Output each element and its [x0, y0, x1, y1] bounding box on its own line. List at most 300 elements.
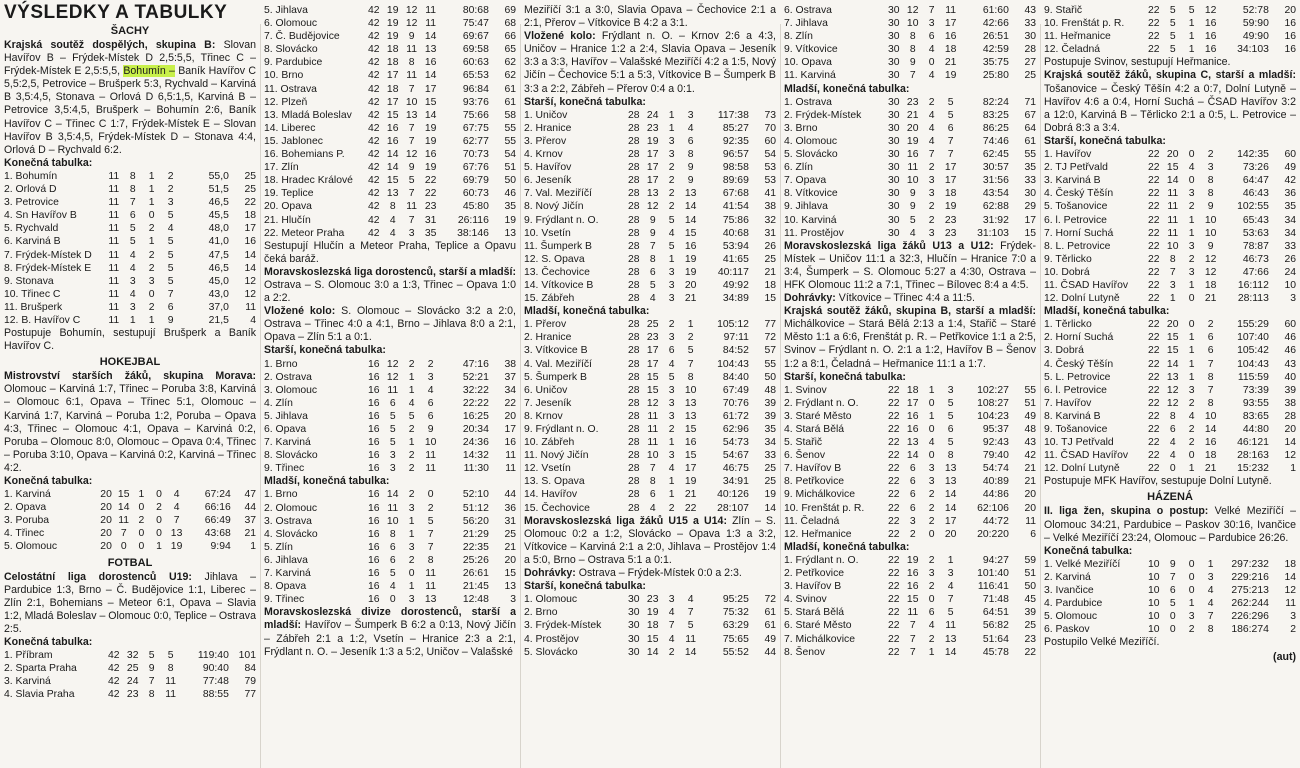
stat-cell: 3: [389, 463, 396, 475]
stat-cell: 0: [1188, 293, 1195, 305]
points-cell: 29: [1024, 201, 1036, 213]
table-row: [784, 515, 1036, 528]
table-row: [1044, 240, 1296, 253]
table-row: [1044, 449, 1296, 462]
stat-cell: 12: [386, 371, 399, 383]
points-cell: 37: [244, 515, 256, 527]
stat-cell: 28: [627, 384, 640, 396]
points-cell: 10: [1284, 279, 1296, 291]
table-row: [784, 475, 1036, 488]
stat-cell: 1: [408, 581, 415, 593]
team-name: 11. Šumperk B: [524, 240, 592, 252]
team-name: 18. Hradec Králové: [264, 175, 353, 187]
score-cell: 42:66: [982, 18, 1009, 30]
stat-cell: 14: [906, 450, 919, 462]
stat-cell: 20: [906, 122, 919, 134]
points-cell: 35: [764, 424, 776, 435]
stat-cell: 4: [928, 437, 935, 449]
stat-cell: 16: [367, 424, 380, 435]
stat-cell: 11: [1167, 214, 1179, 226]
stat-cell: 1: [687, 319, 694, 331]
column-2: [264, 0, 516, 768]
table-title: Mladší, konečná tabulka:: [1044, 305, 1170, 318]
stat-cell: 7: [408, 83, 415, 95]
stat-cell: 22: [887, 554, 900, 566]
stat-cell: 42: [367, 83, 380, 95]
stat-cell: 10: [386, 515, 399, 527]
score-cell: 46:75: [722, 463, 749, 475]
table-row: [784, 214, 1036, 227]
table-row: [784, 528, 1036, 541]
stat-cell: 9: [649, 227, 656, 239]
standings-table: [524, 318, 776, 514]
table-row: [784, 135, 1036, 148]
stat-cell: 3: [408, 502, 415, 514]
stat-cell: 8: [687, 149, 694, 161]
team-name: 12. Dolní Lutyně: [1044, 463, 1120, 475]
table-row: [1044, 4, 1296, 17]
points-cell: 62: [504, 70, 516, 82]
points-cell: 25: [244, 184, 256, 196]
stat-cell: 42: [367, 5, 380, 16]
stat-cell: 3: [408, 594, 415, 606]
points-cell: 22: [244, 197, 256, 209]
points-cell: 3: [1290, 611, 1296, 623]
score-cell: 40:117: [717, 266, 749, 278]
points-cell: 53: [764, 175, 776, 187]
table-row: [784, 174, 1036, 187]
score-cell: 64:47: [1242, 175, 1269, 187]
points-cell: 72: [764, 332, 776, 344]
table-row: [524, 423, 776, 436]
table-row: [1044, 623, 1296, 636]
table-row: [524, 253, 776, 266]
stat-cell: 5: [687, 620, 694, 632]
table-row: [524, 148, 776, 161]
points-cell: 51: [504, 162, 516, 174]
points-cell: 39: [1024, 607, 1036, 619]
score-cell: 73:39: [1242, 384, 1269, 396]
stat-cell: 2: [1188, 437, 1195, 449]
stat-cell: 6: [909, 489, 916, 501]
standings-table: [264, 488, 516, 606]
points-cell: 25: [1024, 620, 1036, 632]
team-name: 8. L. Petrovice: [1044, 240, 1111, 252]
score-cell: 34:103: [1237, 44, 1269, 56]
stat-cell: 8: [1169, 410, 1176, 422]
stat-cell: 16: [367, 541, 380, 553]
team-name: 8. Slovácko: [264, 44, 318, 56]
stat-cell: 1: [1188, 31, 1195, 43]
points-cell: 1: [1290, 463, 1296, 475]
stat-cell: 16: [367, 489, 380, 501]
stat-cell: 19: [424, 122, 437, 134]
table-row: [784, 593, 1036, 606]
table-row: [264, 397, 516, 410]
stat-cell: 28: [627, 227, 640, 239]
msl-u13-results: Moravskoslezská liga žáků U13 a U12: Frýdek-Místek – Uničov 11:1 a 32:3, Hlučín – Hranice 7:0 a 3:4, Šumperk – S. Olomouc 5:27 a 4:30, Ostrava – HFK Olomouc 11:2 a 7:1, Třinec – Bílovec 8:4 a 4:5.: [784, 239, 1036, 291]
stat-cell: 30: [627, 594, 640, 606]
stat-cell: 2: [687, 332, 694, 344]
stat-cell: 30: [627, 607, 640, 619]
stat-cell: 30: [887, 201, 900, 213]
stat-cell: 2: [408, 424, 415, 435]
stat-cell: 11: [108, 210, 120, 222]
stat-cell: 0: [1169, 611, 1176, 623]
team-name: 4. Český Těšín: [1044, 358, 1114, 370]
points-cell: 17: [1024, 214, 1036, 226]
stat-cell: 7: [649, 463, 656, 475]
stat-cell: 4: [668, 358, 675, 370]
stat-cell: 4: [668, 227, 675, 239]
stat-cell: 15: [424, 96, 437, 108]
stat-cell: 15: [684, 424, 697, 435]
team-name: 6. Paskov: [1044, 624, 1090, 636]
stat-cell: 28: [627, 476, 640, 488]
stat-cell: 8: [129, 184, 136, 196]
table-row: [1044, 610, 1296, 623]
stat-cell: 8: [1207, 397, 1214, 409]
stat-cell: 2: [408, 489, 415, 501]
stat-cell: 0: [138, 541, 145, 553]
team-name: 1. Brno: [264, 358, 298, 370]
points-cell: 50: [504, 175, 516, 187]
table-row: [264, 30, 516, 43]
stat-cell: 22: [887, 515, 900, 527]
points-cell: 12: [1284, 450, 1296, 462]
points-cell: 15: [764, 293, 776, 305]
score-cell: 93:76: [462, 96, 489, 108]
stat-cell: 20: [100, 541, 112, 553]
stat-cell: 12: [646, 201, 659, 213]
score-cell: 31:92: [982, 214, 1009, 226]
stat-cell: 42: [367, 149, 380, 161]
stat-cell: 10: [1147, 598, 1160, 610]
score-cell: 116:41: [977, 581, 1009, 593]
table-row: [784, 69, 1036, 82]
team-name: 6. Zlín: [784, 162, 813, 174]
table-row: [264, 227, 516, 240]
stat-cell: 20: [944, 528, 957, 540]
stat-cell: 0: [1188, 175, 1195, 187]
points-cell: 65: [504, 44, 516, 56]
team-name: 2. Frýdlant n. O.: [784, 397, 859, 409]
stat-cell: 0: [156, 528, 162, 540]
stat-cell: 24: [646, 109, 659, 121]
team-name: 10. Opava: [784, 57, 832, 69]
points-cell: 16: [244, 236, 256, 248]
points-cell: 28: [1024, 44, 1036, 56]
team-name: 3. Karviná: [4, 676, 51, 688]
score-cell: 21:45: [462, 581, 489, 593]
team-name: 1. Havířov: [1044, 149, 1092, 161]
team-name: 15. Jablonec: [264, 135, 323, 147]
team-name: 4. Český Těšín: [1044, 188, 1114, 200]
stat-cell: 2: [1188, 397, 1195, 409]
points-cell: 21: [1024, 463, 1036, 475]
dohravky: Dohrávky: Vítkovice – Třinec 4:4 a 11:5.: [784, 292, 975, 305]
stat-cell: 5: [1169, 31, 1176, 43]
score-cell: 56:82: [982, 620, 1009, 632]
points-cell: 1: [250, 541, 256, 553]
stat-cell: 3: [687, 109, 694, 121]
stat-cell: 22: [1147, 240, 1160, 252]
stat-cell: 7: [909, 633, 916, 645]
team-name: 8. Zlín: [784, 31, 813, 43]
score-cell: 75:65: [722, 633, 749, 645]
stat-cell: 19: [944, 201, 957, 213]
standings-table: [784, 554, 1036, 659]
stat-cell: 1: [1188, 44, 1195, 56]
stat-cell: 3: [668, 450, 675, 462]
stat-cell: 4: [1188, 162, 1195, 174]
stat-cell: 22: [1147, 162, 1160, 174]
stat-cell: 16: [367, 450, 380, 462]
stat-cell: 22: [887, 489, 900, 501]
score-cell: 55,0: [208, 170, 229, 182]
table-row: [264, 174, 516, 187]
stat-cell: 22: [1147, 31, 1160, 43]
stat-cell: 15: [684, 227, 697, 239]
stat-cell: 16: [367, 568, 380, 580]
stat-cell: 10: [405, 96, 418, 108]
stat-cell: 16: [367, 437, 380, 449]
stat-cell: 16: [367, 594, 380, 606]
stat-cell: 6: [1207, 332, 1214, 344]
points-cell: 11: [505, 450, 516, 462]
stat-cell: 6: [649, 266, 656, 278]
stat-cell: 2: [928, 214, 935, 226]
stat-cell: 22: [1147, 293, 1160, 305]
team-name: 13. S. Opava: [524, 476, 585, 488]
stat-cell: 11: [387, 384, 399, 396]
stat-cell: 5: [909, 214, 916, 226]
table-row: [1044, 200, 1296, 213]
stat-cell: 12: [405, 5, 418, 16]
stat-cell: 5: [1169, 598, 1176, 610]
table-title: Starší, konečná tabulka:: [784, 370, 906, 383]
stat-cell: 2: [1207, 149, 1214, 161]
standings-table: [784, 384, 1036, 541]
score-cell: 54:74: [982, 463, 1009, 475]
table-row: [784, 96, 1036, 109]
team-name: 3. Havířov B: [784, 581, 842, 593]
points-cell: 66: [504, 31, 516, 43]
stat-cell: 2: [167, 170, 174, 182]
team-name: 5. Stařič: [784, 437, 823, 449]
stat-cell: 18: [386, 83, 399, 95]
score-cell: 89:69: [722, 175, 749, 187]
team-name: 5. Jihlava: [264, 410, 308, 422]
stat-cell: 3: [668, 410, 675, 422]
points-cell: 39: [1284, 384, 1296, 396]
stat-cell: 13: [944, 463, 957, 475]
stat-cell: 18: [646, 620, 659, 632]
score-cell: 119:40: [197, 650, 229, 662]
stat-cell: 30: [887, 162, 900, 174]
score-cell: 40:89: [982, 476, 1009, 488]
stat-cell: 14: [386, 489, 399, 501]
stat-cell: 0: [148, 288, 155, 300]
score-cell: 25:26: [462, 554, 489, 566]
table-row: [4, 275, 256, 288]
note: Postupuje Bohumín, sestupují Brušperk a Baník Havířov C.: [4, 327, 256, 353]
team-name: 2. Ostrava: [264, 371, 312, 383]
stat-cell: 10: [906, 175, 919, 187]
stat-cell: 8: [947, 450, 954, 462]
stat-cell: 9: [1207, 240, 1214, 252]
team-name: 6. Ostrava: [784, 5, 832, 16]
stat-cell: 3: [408, 227, 415, 239]
score-cell: 85:27: [722, 122, 749, 134]
score-cell: 92:35: [722, 135, 749, 147]
stat-cell: 3: [408, 541, 415, 553]
score-cell: 95:37: [982, 424, 1009, 435]
stat-cell: 17: [944, 175, 957, 187]
table-row: [524, 292, 776, 305]
score-cell: 12:48: [462, 594, 489, 606]
team-name: 9. Vítkovice: [784, 44, 838, 56]
points-cell: 23: [1024, 633, 1036, 645]
points-cell: 55: [1024, 384, 1036, 396]
stat-cell: 23: [906, 96, 919, 108]
msl-dorost-results: Moravskoslezská liga dorostenců, starší a mladší: Ostrava – S. Olomouc 3:0 a 1:3, Třinec – Opava 1:0 a 2:2.: [264, 265, 516, 305]
points-cell: 50: [764, 371, 776, 383]
points-cell: 35: [1284, 201, 1296, 213]
stat-cell: 11: [647, 424, 659, 435]
stat-cell: 28: [627, 410, 640, 422]
score-cell: 104:43: [1237, 358, 1269, 370]
stat-cell: 30: [887, 18, 900, 30]
team-name: 7. Karviná: [264, 437, 311, 449]
sachy-results: Krajská soutěž dospělých, skupina B: Slovan Havířov B – Frýdek-Místek D 2,5:5,5, Třinec C – Frýdek-Místek E 2,5:5,5, Bohumín – Baník Havířov C 5,5:2,5, Petrovice – Brušperk 5:3, Rychvald – Karviná B 3,5:4,5, Stonava – Orlová D 6,5:1,5, Karviná B – Petrovice 3,5:4,5, Brušperk – Bohumín 2:6, Baník Havířov C – Třinec C 1:7, Frýdek-Místek E – Slovan Havířov B 3,5:4,5, Frýdek-Místek D – Stonava 4:4, Orlová D – Rychvald 6:2.: [4, 39, 256, 156]
score-cell: 28:113: [1237, 293, 1269, 305]
stat-cell: 22: [887, 607, 900, 619]
stat-cell: 8: [167, 663, 174, 675]
stat-cell: 1: [148, 314, 155, 326]
table-title: Mladší, konečná tabulka:: [784, 82, 910, 95]
stat-cell: 19: [386, 5, 399, 16]
stat-cell: 28: [627, 293, 640, 305]
score-cell: 53:63: [1242, 227, 1269, 239]
score-cell: 24:36: [462, 437, 489, 449]
stat-cell: 1: [156, 541, 162, 553]
stat-cell: 2: [668, 162, 675, 174]
stat-cell: 13: [424, 594, 437, 606]
stat-cell: 3: [928, 463, 935, 475]
team-name: 9. Těrlicko: [1044, 253, 1092, 265]
score-cell: 61:72: [722, 410, 749, 422]
score-cell: 16:25: [462, 410, 489, 422]
stat-cell: 28: [627, 397, 640, 409]
stat-cell: 11: [425, 450, 437, 462]
score-cell: 32:22: [462, 384, 489, 396]
score-cell: 9:94: [210, 541, 231, 553]
points-cell: 15: [1024, 227, 1036, 239]
stat-cell: 11: [907, 162, 919, 174]
table-row: [264, 488, 516, 501]
stat-cell: 5: [427, 515, 434, 527]
stat-cell: 7: [1207, 358, 1214, 370]
score-cell: 56:20: [462, 515, 489, 527]
stat-cell: 22: [887, 581, 900, 593]
team-name: 7. Jihlava: [784, 18, 828, 30]
stat-cell: 28: [627, 489, 640, 501]
table-row: [4, 688, 256, 701]
table-row: [784, 606, 1036, 619]
table-row: [264, 580, 516, 593]
points-cell: 101: [238, 650, 256, 662]
stat-cell: 16: [367, 397, 380, 409]
stat-cell: 22: [887, 463, 900, 475]
stat-cell: 2: [427, 358, 434, 370]
stat-cell: 30: [887, 227, 900, 239]
points-cell: 20: [1284, 424, 1296, 435]
points-cell: 11: [505, 463, 516, 475]
score-cell: 22:22: [462, 397, 489, 409]
points-cell: 22: [504, 397, 516, 409]
table-row: [264, 4, 516, 17]
stat-cell: 12: [906, 5, 919, 16]
points-cell: 43: [1024, 437, 1036, 449]
stat-cell: 11: [425, 581, 437, 593]
table-row: [524, 475, 776, 488]
stat-cell: 30: [887, 149, 900, 161]
table-row: [4, 183, 256, 196]
score-cell: 102:27: [977, 384, 1009, 396]
stat-cell: 11: [387, 502, 399, 514]
stat-cell: 4: [687, 594, 694, 606]
table-row: [524, 344, 776, 357]
stat-cell: 7: [928, 5, 935, 16]
team-name: 7. Č. Budějovice: [264, 31, 340, 43]
team-name: 9. Stonava: [4, 275, 54, 287]
stat-cell: 6: [909, 463, 916, 475]
team-name: 5. Jihlava: [264, 5, 308, 16]
stat-cell: 7: [427, 528, 434, 540]
stat-cell: 22: [887, 384, 900, 396]
table-row: [1044, 266, 1296, 279]
stat-cell: 22: [1147, 253, 1160, 265]
table-row: [4, 649, 256, 662]
stat-cell: 16: [386, 122, 399, 134]
stat-cell: 1: [668, 476, 675, 488]
team-name: 1. Bohumín: [4, 170, 58, 182]
team-name: 3. Vítkovice B: [524, 345, 588, 357]
points-cell: 45: [1024, 594, 1036, 606]
stat-cell: 0: [928, 594, 935, 606]
stat-cell: 7: [173, 515, 180, 527]
team-name: 11. Ostrava: [264, 83, 317, 95]
table-title: Konečná tabulka:: [1044, 544, 1133, 557]
stat-cell: 6: [1169, 424, 1176, 435]
table-row: [524, 633, 776, 646]
score-cell: 117:38: [717, 109, 749, 121]
stat-cell: 4: [1169, 437, 1176, 449]
stat-cell: 9: [1207, 201, 1214, 213]
stat-cell: 3: [928, 18, 935, 30]
score-cell: 186:274: [1231, 624, 1269, 636]
stat-cell: 1: [138, 489, 145, 501]
stat-cell: 3: [947, 384, 954, 396]
stat-cell: 2: [928, 96, 935, 108]
stat-cell: 7: [947, 135, 954, 147]
score-cell: 26:61: [462, 568, 489, 580]
stat-cell: 28: [627, 135, 640, 147]
stat-cell: 42: [367, 96, 380, 108]
score-cell: 51,5: [208, 184, 229, 196]
score-cell: 46:73: [1242, 253, 1269, 265]
